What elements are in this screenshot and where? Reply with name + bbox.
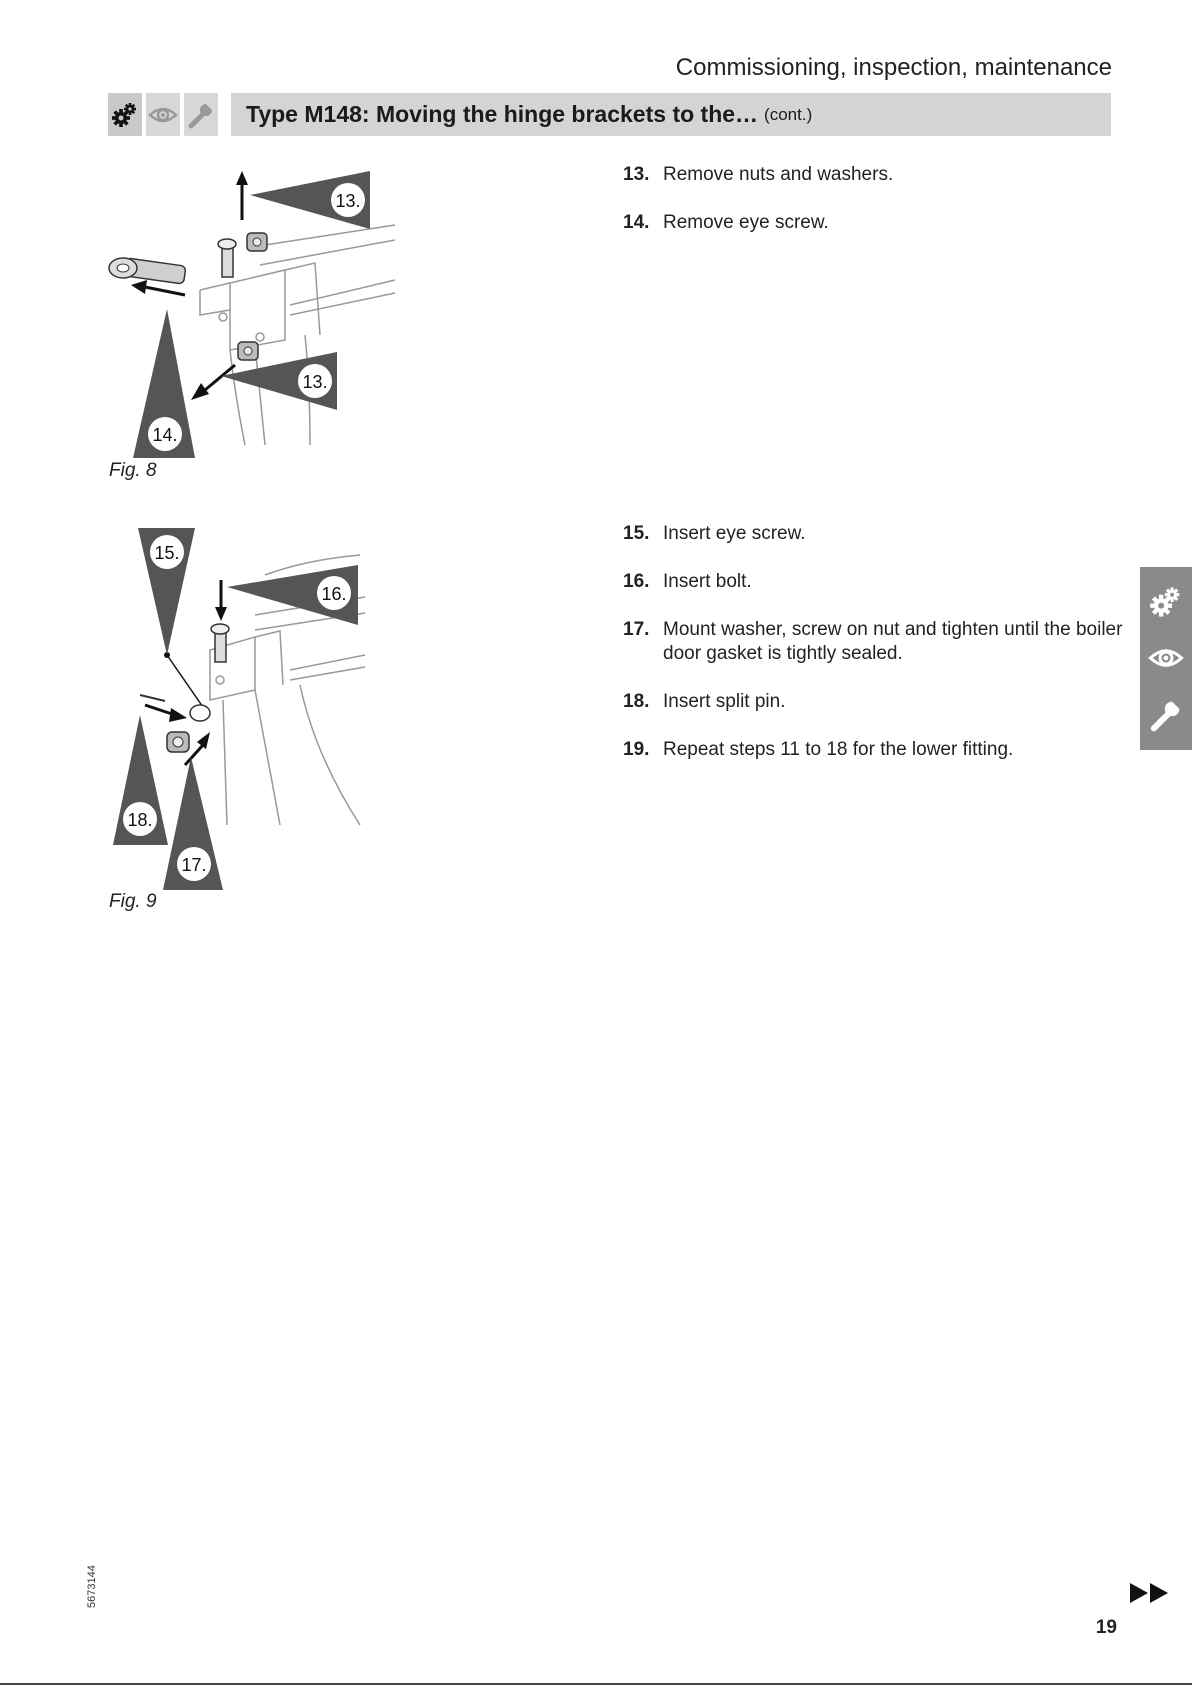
figure-9-illustration: [105, 525, 405, 890]
eye-screw-end-shape: [190, 705, 210, 721]
step-number: 19.: [623, 739, 650, 760]
gears-icon: [108, 93, 142, 136]
page-title: Type M148: Moving the hinge brackets to the…: [246, 101, 759, 127]
bolt-shape-2: [211, 624, 229, 662]
callout-14: 14.: [152, 425, 178, 445]
step-number: 16.: [623, 571, 650, 592]
callout-13-b: 13.: [302, 372, 328, 392]
step-text: Mount washer, screw on nut and tighten until the boiler door gasket is tightly sealed.: [663, 619, 1123, 664]
step-text: Repeat steps 11 to 18 for the lower fitting.: [663, 739, 1014, 760]
step-number: 14.: [623, 212, 650, 233]
callout-16: 16.: [321, 584, 347, 604]
eye-screw-shape: [109, 258, 186, 284]
step-16: [623, 570, 1123, 594]
step-text: Insert split pin.: [663, 691, 786, 712]
nut-shape-2: [167, 732, 189, 752]
step-18: [623, 690, 1123, 714]
figure-8-caption: Fig. 8: [109, 460, 157, 481]
page-number: 19: [1095, 1617, 1117, 1638]
step-number: 13.: [623, 164, 650, 185]
step-17: [623, 618, 1123, 666]
bolt-shape: [218, 239, 236, 277]
step-text: Insert bolt.: [663, 571, 752, 592]
step-14: [623, 211, 1123, 235]
figure-9: [105, 525, 405, 895]
step-text: Remove eye screw.: [663, 212, 829, 233]
step-text: Insert eye screw.: [663, 523, 806, 544]
steps-list-2: [623, 522, 1123, 786]
step-13: [623, 163, 1123, 187]
wrench-icon: [184, 93, 218, 136]
eye-icon: [1148, 646, 1184, 670]
document-number: 5673144: [86, 1565, 98, 1608]
step-15: [623, 522, 1123, 546]
figure-8-illustration: [105, 165, 405, 465]
eye-icon: [146, 93, 180, 136]
wrench-icon: [1149, 698, 1183, 732]
figure-9-caption: Fig. 9: [109, 891, 157, 912]
nut-top-shape: [247, 233, 267, 251]
title-suffix: (cont.): [764, 104, 813, 124]
title-bar: [231, 93, 1111, 136]
callout-13: 13.: [335, 191, 361, 211]
callout-15: 15.: [154, 543, 180, 563]
step-19: [623, 738, 1123, 762]
section-title: Commissioning, inspection, maintenance: [675, 54, 1112, 81]
callout-17: 17.: [181, 855, 207, 875]
callout-18: 18.: [127, 810, 153, 830]
step-number: 18.: [623, 691, 650, 712]
step-number: 17.: [623, 619, 650, 640]
steps-list-1: [623, 163, 1123, 259]
gears-icon: [1149, 585, 1183, 619]
next-page-icon: [1128, 1581, 1172, 1610]
side-tab: [1140, 567, 1192, 750]
step-text: Remove nuts and washers.: [663, 164, 894, 185]
step-number: 15.: [623, 523, 650, 544]
nut-bottom-shape: [238, 342, 258, 360]
figure-8: [105, 165, 405, 470]
split-pin-shape: [140, 695, 165, 701]
